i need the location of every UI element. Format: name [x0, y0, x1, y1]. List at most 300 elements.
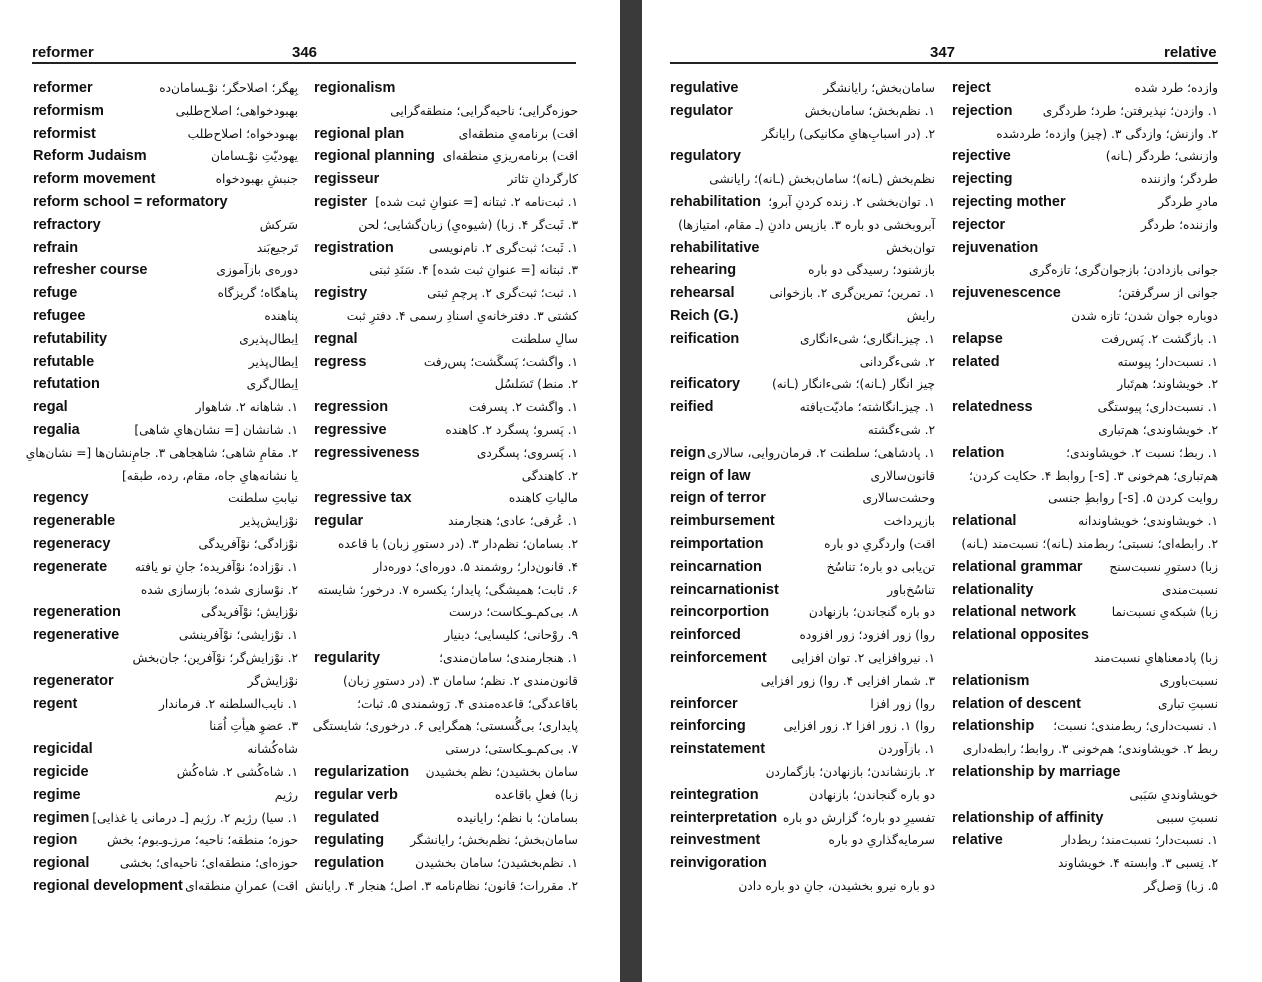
persian-translation: قانون‌سالاری: [870, 468, 935, 483]
persian-translation: ۲. کاهندگی: [521, 468, 578, 483]
headword: reinforcing: [670, 718, 746, 735]
persian-translation: سرمایه‌گذاریِ دو باره: [828, 833, 935, 848]
dictionary-entry-line: [670, 468, 935, 491]
persian-translation: پناهگاه؛ گریزگاه: [217, 286, 298, 301]
persian-translation: ۶. ثابت؛ همیشگی؛ پایدار؛ یکسره ۷. درخور؛ شایسته: [317, 582, 578, 597]
persian-translation: اقت) برنامه‌یِ منطقه‌ای: [458, 126, 578, 141]
headword: refutation: [33, 376, 100, 393]
persian-translation: بِهگر؛ اصلاحگر؛ نوْـسامان‌ده: [159, 81, 298, 95]
persian-translation: نسبتِ تباری: [1158, 696, 1218, 711]
persian-translation: ۱. بازگشت ۲. پَس‌رفت: [1101, 331, 1218, 346]
headword: rehabilitative: [670, 239, 760, 256]
persian-translation: ۱. نسبت‌دار؛ پیوسته: [1117, 354, 1218, 369]
dictionary-entry-line: [670, 376, 935, 399]
dictionary-entry-line: [670, 308, 935, 331]
persian-translation: تفسیرِ دو باره؛ گزارش دو باره: [782, 810, 935, 825]
dictionary-entry-line: [25, 445, 298, 468]
persian-translation: شاه‌کُشانه: [247, 742, 298, 757]
persian-translation: ۱. بازآوردن: [878, 742, 935, 757]
headword: refugee: [33, 307, 86, 324]
dictionary-entry-line: [670, 787, 935, 810]
persian-translation: ۱. واگشت ۲. پسرفت: [468, 400, 578, 415]
persian-translation: ۲. نِسبی ۳. وابسته ۴. خویشاوند: [1058, 856, 1218, 871]
dictionary-entry-line: [33, 673, 298, 696]
persian-translation: سامان‌بخش؛ رایانشگر: [823, 81, 935, 95]
persian-translation: زبا) دستورِ نسبت‌سنج: [1109, 559, 1218, 574]
dictionary-entry-line: [314, 422, 578, 445]
persian-translation: اِبطال‌گری: [246, 377, 298, 392]
headword: register: [314, 193, 368, 210]
persian-translation: وازننده؛ طردگر: [1140, 217, 1218, 232]
persian-translation: مادرِ طردگر: [1158, 194, 1218, 209]
persian-translation: ۲. رابطه‌ای؛ نسبتی؛ ربط‌مند (ـانه)؛ نسبت‌مند (ـانه): [961, 536, 1218, 551]
dictionary-entry-line: [670, 718, 935, 741]
persian-translation: ۱. چیز‌ـ‌انگاری؛ شیءانگاری: [800, 331, 935, 346]
dictionary-entry-line: [314, 490, 578, 513]
dictionary-entry-line: [314, 718, 578, 741]
dictionary-entry-line: [952, 103, 1218, 126]
headword: reject: [952, 80, 991, 96]
dictionary-entry-line: [314, 285, 578, 308]
persian-translation: ۲. بازنشاندن؛ بازنهادن؛ بازگماردن: [765, 764, 935, 779]
headword: regressive: [314, 421, 387, 438]
headword: regeneration: [33, 604, 121, 621]
dictionary-entry-line: [33, 627, 298, 650]
dictionary-entry-line: [33, 399, 298, 422]
dictionary-entry-line: [33, 604, 298, 627]
dictionary-entry-line: [33, 513, 298, 536]
entry-column-1: [670, 80, 935, 901]
persian-translation: ربط ۲. خویشاوندی؛ هم‌خونی ۳. روابط؛ رابطه‌داری: [962, 742, 1218, 757]
persian-translation: نسبت‌مندی: [1161, 582, 1218, 597]
persian-translation: نوْزادگی؛ نوْآفریدگی: [198, 536, 298, 551]
dictionary-entry-line: [314, 468, 578, 491]
persian-translation: ۷. بی‌کم‌ـو‌ـکاستی؛ درستی: [445, 742, 578, 757]
persian-translation: وازنشی؛ طردگر (ـانه): [1105, 149, 1218, 164]
headword: regularity: [314, 649, 381, 666]
persian-translation: ۳. شمار افزایی ۴. روا) زور افزایی: [760, 673, 935, 688]
dictionary-entry-line: [314, 376, 578, 399]
persian-translation: نسبت‌باوری: [1159, 673, 1218, 688]
persian-translation: ۱. شاه‌کُشی ۲. شاه‌کُش: [176, 764, 298, 779]
dictionary-entry-line: [33, 810, 298, 833]
persian-translation: دو باره نیرو بخشیدن، جانِ دو باره دادن: [738, 878, 935, 893]
dictionary-entry-line: [670, 217, 935, 240]
dictionary-entry-line: [670, 696, 935, 719]
headword: region: [33, 832, 78, 849]
persian-translation: ۱. نسبت‌داری؛ پیوستگی: [1097, 400, 1218, 415]
dictionary-entry-line: [952, 490, 1218, 513]
headword: reimportation: [670, 535, 764, 552]
headword: regulatory: [670, 148, 741, 165]
dictionary-entry-line: [314, 80, 578, 103]
dictionary-entry-line: [314, 240, 578, 263]
persian-translation: رژیم: [274, 787, 298, 802]
persian-translation: ۲. مقامِ شاهی؛ شاهجاهی ۳. جامِ‌نشان‌ها [= نشان‌هایِ: [25, 445, 298, 460]
headword: regenerate: [33, 558, 108, 575]
persian-translation: تَرجیع‌بَند: [256, 240, 298, 255]
headword: regional plan: [314, 125, 405, 142]
dictionary-entry-line: [952, 696, 1218, 719]
dictionary-entry-line: [314, 262, 578, 285]
headword: regularization: [314, 763, 410, 780]
headword: regressive tax: [314, 490, 412, 507]
persian-translation: چیز انگار (ـانه)؛ شیءانگار (ـانه): [771, 377, 935, 392]
headword: related: [952, 353, 1000, 370]
persian-translation: ۳. ثَبت‌گر ۴. زبا) (شیوه‌یِ) زبان‌گشایی؛ لحن: [358, 217, 578, 232]
dictionary-entry-line: [670, 262, 935, 285]
dictionary-entry-line: [33, 832, 298, 855]
persian-translation: طردگر؛ وازننده: [1140, 172, 1218, 187]
headword: reinvigoration: [670, 855, 767, 872]
dictionary-entry-line: [670, 331, 935, 354]
persian-translation: پناهنده: [264, 308, 298, 323]
persian-translation: ۱. نظم‌بخش؛ سامان‌بخش: [804, 103, 935, 118]
dictionary-entry-line: [952, 810, 1218, 833]
header-rule: [670, 62, 1218, 64]
headword: regnal: [314, 330, 358, 347]
persian-translation: بسامان؛ با نظم؛ رایانیده: [456, 810, 578, 825]
dictionary-entry-line: [33, 331, 298, 354]
dictionary-entry-line: [314, 331, 578, 354]
dictionary-entry-line: [314, 194, 578, 217]
dictionary-entry-line: [670, 126, 935, 149]
persian-translation: باقاعدگی؛ قاعده‌مندی ۴. رَوشمندی ۵. ثبات؛: [357, 696, 578, 711]
persian-translation: ۲. نوْسازی شده؛ بازسازی شده: [140, 582, 298, 597]
persian-translation: تن‌یابی دو باره؛ تناسُخ: [826, 559, 935, 574]
dictionary-entry-line: [670, 194, 935, 217]
dictionary-entry-line: [952, 832, 1218, 855]
persian-translation: دو باره گنجاندن؛ بازنهادن: [808, 787, 935, 802]
headword: relationship by marriage: [952, 763, 1121, 780]
persian-translation: ۱. چیز‌ـ‌انگاشته؛ مادیّت‌یافته: [799, 400, 935, 415]
dictionary-entry-line: [670, 354, 935, 377]
persian-translation: زبا) فعلِ باقاعده: [494, 787, 578, 802]
headword: refractory: [33, 216, 101, 233]
dictionary-entry-line: [952, 855, 1218, 878]
headword: rejective: [952, 148, 1011, 165]
headword: regional planning: [314, 148, 435, 165]
headword: reformism: [33, 102, 104, 119]
persian-translation: روا) زور افزود؛ زور افزوده: [799, 628, 935, 643]
dictionary-entry-line: [952, 764, 1218, 787]
dictionary-entry-line: [952, 445, 1218, 468]
dictionary-entry-line: [952, 718, 1218, 741]
dictionary-entry-line: [952, 673, 1218, 696]
headword: relationality: [952, 581, 1034, 598]
persian-translation: تناسُخ‌باور: [887, 582, 935, 597]
persian-translation: ۱. ثبت؛ ثبت‌گری ۲. پرچمِ ثبتی: [427, 286, 578, 301]
persian-translation: ۲. خویشاوندی؛ هم‌تباری: [1098, 422, 1218, 437]
dictionary-entry-line: [33, 103, 298, 126]
headword: rehearsal: [670, 285, 735, 302]
headword: regenerable: [33, 513, 116, 530]
dictionary-entry-line: [952, 468, 1218, 491]
dictionary-entry-line: [33, 285, 298, 308]
persian-translation: نوْزایش‌پذیر: [240, 514, 298, 529]
persian-translation: ۲. شیءگشته: [867, 422, 935, 437]
dictionary-entry-line: [952, 422, 1218, 445]
persian-translation: اقت) عمرانِ منطقه‌ای: [185, 878, 298, 893]
persian-translation: ۱. نظم‌بخشیدن؛ سامان بخشیدن: [415, 856, 578, 871]
dictionary-entry-line: [33, 878, 298, 901]
dictionary-entry-line: [314, 832, 578, 855]
dictionary-entry-line: [952, 536, 1218, 559]
headword: regeneracy: [33, 535, 111, 552]
headword: relapse: [952, 330, 1003, 347]
persian-translation: روا) زور افزا: [870, 696, 935, 711]
headword: reform school = reformatory: [33, 193, 228, 210]
dictionary-entry-line: [314, 582, 578, 605]
dictionary-entry-line: [952, 217, 1218, 240]
headword: regulated: [314, 809, 380, 826]
dictionary-entry-line: [670, 490, 935, 513]
persian-translation: اقت) برنامه‌ریزیِ منطقه‌ای: [442, 149, 578, 164]
headword: relational opposites: [952, 627, 1089, 644]
dictionary-entry-line: [952, 171, 1218, 194]
persian-translation: ۱. نسبت‌داری؛ ربط‌مندی؛ نسبت؛: [1053, 719, 1218, 734]
persian-translation: حوزه‌ای؛ منطقه‌ای؛ ناحیه‌ای؛ بخشی: [119, 856, 298, 871]
persian-translation: ۱. ربط؛ نسبت ۲. خویشاوندی؛: [1066, 445, 1218, 460]
dictionary-entry-line: [670, 582, 935, 605]
dictionary-entry-line: [314, 171, 578, 194]
headword: registration: [314, 239, 394, 256]
dictionary-entry-line: [952, 741, 1218, 764]
dictionary-entry-line: [670, 171, 935, 194]
headword: regional: [33, 855, 90, 872]
dictionary-entry-line: [952, 559, 1218, 582]
dictionary-entry-line: [314, 445, 578, 468]
headword: reification: [670, 330, 740, 347]
headword: regisseur: [314, 171, 380, 188]
persian-translation: حوزه؛ منطقه؛ ناحیه؛ مرز‌ـ‌و‌ـ‌بوم؛ بخش: [106, 833, 298, 848]
persian-translation: زبا) پادمعناهایِ نسبت‌مند: [1093, 650, 1218, 665]
dictionary-entry-line: [670, 832, 935, 855]
headword: rejection: [952, 102, 1013, 119]
persian-translation: وحشت‌سالاری: [862, 491, 935, 506]
header-rule: [32, 62, 576, 64]
dictionary-entry-line: [670, 285, 935, 308]
persian-translation: جوانی بازدادن؛ بازجوان‌گری؛ تازه‌گری: [1029, 263, 1218, 278]
headword: reinforcer: [670, 695, 738, 712]
dictionary-entry-line: [670, 536, 935, 559]
dictionary-entry-line: [670, 513, 935, 536]
dictionary-page-right: [642, 0, 1262, 982]
dictionary-entry-line: [952, 513, 1218, 536]
headword: regressiveness: [314, 444, 420, 461]
dictionary-entry-line: [952, 878, 1218, 901]
dictionary-entry-line: [33, 741, 298, 764]
dictionary-entry-line: [314, 787, 578, 810]
headword: reincarnationist: [670, 581, 779, 598]
headword: relationism: [952, 672, 1030, 689]
dictionary-entry-line: [33, 536, 298, 559]
headword: regime: [33, 786, 81, 803]
headword: regicidal: [33, 741, 93, 758]
persian-translation: آبروبخشی دو باره ۳. بازپس دادنِ (ـ مقام، امتیازها): [678, 217, 935, 232]
persian-translation: ۱. هنجارمندی؛ سامان‌مندی؛: [439, 650, 578, 665]
dictionary-entry-line: [670, 855, 935, 878]
headword: reformer: [33, 80, 93, 96]
persian-translation: اِبطال‌پذیری: [239, 331, 298, 346]
dictionary-entry-line: [670, 445, 935, 468]
persian-translation: کشتی ۳. دفترخانه‌یِ اسنادِ رسمی ۴. دفترِ ثبت: [346, 308, 578, 323]
dictionary-entry-line: [314, 308, 578, 331]
persian-translation: ۱. نایب‌السلطنه ۲. فرماندار: [158, 696, 298, 711]
dictionary-entry-line: [952, 650, 1218, 673]
headword: reign of terror: [670, 490, 766, 507]
persian-translation: بازشنود؛ رسیدگی دو باره: [808, 263, 935, 278]
persian-translation: ۱. تمرین؛ تمرین‌گری ۲. بازخوانی: [769, 286, 935, 301]
persian-translation: ۱. واگشت؛ پَسگَشت؛ پس‌رفت: [423, 354, 578, 369]
dictionary-entry-line: [33, 194, 298, 217]
persian-translation: وازده؛ طرد شده: [1134, 81, 1218, 95]
headword: rehabilitation: [670, 193, 762, 210]
persian-translation: ۸. بی‌کم‌ـو‌ـکاست؛ درست: [448, 605, 578, 620]
persian-translation: ۱. توان‌بخشی ۲. زنده کردنِ آبرو؛: [768, 194, 935, 209]
persian-translation: ۱. نیروافزایی ۲. توان افزایی: [791, 650, 935, 665]
dictionary-entry-line: [670, 422, 935, 445]
dictionary-entry-line: [670, 764, 935, 787]
dictionary-entry-line: [952, 148, 1218, 171]
page-number: 347: [930, 44, 956, 61]
headword: refutable: [33, 353, 95, 370]
dictionary-entry-line: [952, 262, 1218, 285]
headword: registry: [314, 285, 368, 302]
persian-translation: نیابتِ سلطنت: [228, 491, 298, 506]
dictionary-entry-line: [952, 285, 1218, 308]
persian-translation: حوزه‌گرایی؛ ناحیه‌گرایی؛ منطقه‌گرایی: [390, 103, 578, 118]
dictionary-entry-line: [33, 217, 298, 240]
persian-translation: پایداری؛ بی‌گُسستی؛ همگرایی ۶. درخوری؛ شایستگی: [312, 719, 578, 734]
headword: regionalism: [314, 80, 396, 96]
headword: reform movement: [33, 171, 156, 188]
dictionary-entry-line: [952, 354, 1218, 377]
headword: Reform Judaism: [33, 148, 147, 165]
dictionary-entry-line: [305, 878, 578, 901]
dictionary-entry-line: [314, 217, 578, 240]
dictionary-entry-line: [952, 582, 1218, 605]
persian-translation: سامان بخشیدن؛ نظم بخشیدن: [425, 764, 578, 779]
dictionary-entry-line: [33, 650, 298, 673]
dictionary-entry-line: [33, 262, 298, 285]
dictionary-entry-line: [33, 764, 298, 787]
persian-translation: ۵. زبا) وَصل‌گر: [1144, 878, 1218, 893]
persian-translation: دوره‌ی بازآموزی: [216, 263, 298, 278]
persian-translation: ۲. نوْزایش‌گر؛ نوْآفرین؛ جان‌بخش: [132, 650, 298, 665]
dictionary-entry-line: [33, 376, 298, 399]
persian-translation: سالِ سلطنت: [511, 331, 578, 346]
headword: regal: [33, 399, 68, 416]
dictionary-entry-line: [314, 513, 578, 536]
persian-translation: ۱. پَسروی؛ پسگردی: [476, 445, 578, 460]
persian-translation: ۲. منط) تَسَلسُل: [494, 377, 578, 392]
headword: reified: [670, 399, 714, 416]
dictionary-entry-line: [33, 308, 298, 331]
dictionary-entry-line: [670, 559, 935, 582]
persian-translation: خویشاوندیِ سَبَبی: [1129, 787, 1218, 802]
dictionary-entry-line: [314, 764, 578, 787]
persian-translation: جنبشِ بهبودخواه: [215, 172, 298, 187]
headword: regulating: [314, 832, 385, 849]
persian-translation: ۱. خویشاوندی؛ خویشاوندانه: [1078, 514, 1218, 529]
persian-translation: ۱. شانشان [= نشان‌هایِ شاهی]: [134, 422, 298, 437]
persian-translation: ۲. وازنش؛ وازدگی ۳. (چیز) وازده؛ طردشده: [996, 126, 1218, 141]
headword: reimbursement: [670, 513, 775, 530]
headword: regenerative: [33, 627, 120, 644]
page-number: 346: [292, 44, 318, 61]
headword: reinforcement: [670, 649, 767, 666]
headword: reign of law: [670, 467, 751, 484]
headword: regular verb: [314, 786, 398, 803]
persian-translation: جوانی از سرگرفتن؛: [1118, 286, 1218, 301]
dictionary-entry-line: [670, 810, 935, 833]
persian-translation: ۱. عُرفی؛ عادی؛ هنجارمند: [448, 514, 578, 529]
persian-translation: ۱. نوْزایشی؛ نوْآفرینشی: [178, 628, 298, 643]
running-head-word: relative: [1164, 44, 1217, 61]
persian-translation: بهبودخواه؛ اصلاح‌طلب: [187, 126, 298, 141]
headword: rehearing: [670, 262, 737, 279]
persian-translation: ۱. نوْزاده؛ نوْآفریده؛ جانِ نو یافته: [134, 559, 298, 574]
persian-translation: توان‌بخش: [886, 240, 935, 255]
headword: relational grammar: [952, 558, 1083, 575]
dictionary-entry-line: [952, 331, 1218, 354]
dictionary-entry-line: [33, 80, 298, 103]
dictionary-entry-line: [670, 240, 935, 263]
headword: regulation: [314, 855, 385, 872]
book-spine: [620, 0, 642, 982]
dictionary-entry-line: [314, 536, 578, 559]
persian-translation: اِبطال‌پذیر: [248, 354, 298, 369]
dictionary-entry-line: [952, 240, 1218, 263]
entry-column-1: [25, 80, 298, 901]
persian-translation: ۱. پادشاهی؛ سلطنت ۲. فرمان‌روایی، سالاری: [707, 445, 935, 460]
entry-column-2: [952, 80, 1218, 901]
headword: reinstatement: [670, 741, 766, 758]
persian-translation: ۱. سیا) رژیم ۲. رژیم [ـ درمانی یا غذایی]: [92, 810, 298, 825]
persian-translation: ۲. خویشاوند؛ هم‌تَبار: [1117, 377, 1218, 392]
dictionary-entry-line: [952, 308, 1218, 331]
persian-translation: ۱. نسبت‌دار؛ نسبت‌مند؛ ربط‌دار: [1061, 833, 1218, 848]
headword: relation of descent: [952, 695, 1081, 712]
persian-translation: ۱. ثبت‌نامه ۲. ثبتانه [= عنوانِ ثبت شده]: [375, 194, 578, 209]
dictionary-entry-line: [670, 627, 935, 650]
dictionary-entry-line: [952, 194, 1218, 217]
headword: relationship of affinity: [952, 809, 1104, 826]
dictionary-entry-line: [314, 627, 578, 650]
dictionary-page-left: [0, 0, 620, 982]
headword: regent: [33, 695, 78, 712]
dictionary-entry-line: [670, 878, 935, 901]
dictionary-entry-line: [952, 604, 1218, 627]
dictionary-entry-line: [670, 80, 935, 103]
dictionary-entry-line: [670, 673, 935, 696]
headword: reformist: [33, 125, 96, 142]
dictionary-entry-line: [33, 582, 298, 605]
dictionary-entry-line: [314, 559, 578, 582]
headword: Reich (G.): [670, 307, 739, 324]
dictionary-entry-line: [670, 604, 935, 627]
headword: rejector: [952, 216, 1006, 233]
persian-translation: ۱. وازدن؛ نپذیرفتن؛ طرد؛ طردگری: [1042, 103, 1218, 118]
headword: regulator: [670, 102, 733, 119]
headword: regular: [314, 513, 364, 530]
persian-translation: مالیاتِ کاهنده: [508, 491, 578, 506]
persian-translation: روا) ۱. زور افزا ۲. زور افزایی: [783, 719, 935, 734]
running-head-word: reformer: [32, 44, 94, 61]
headword: regulative: [670, 80, 739, 96]
headword: regress: [314, 353, 367, 370]
